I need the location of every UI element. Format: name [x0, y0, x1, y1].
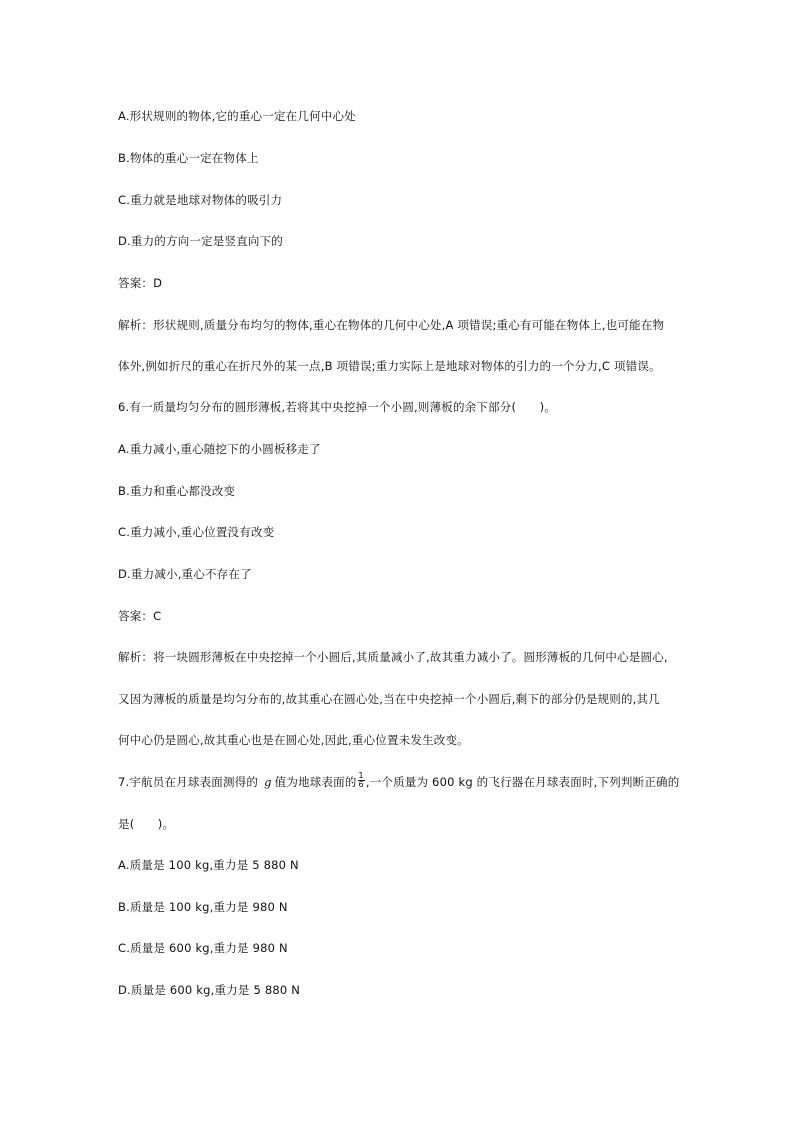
- q5-answer: 答案：D: [118, 276, 163, 290]
- one-sixth-fraction: [358, 772, 365, 789]
- q7-option-a: A.质量是 100 kg,重力是 5 880 N: [118, 858, 299, 872]
- q5-option-a: A.形状规则的物体,它的重心一定在几何中心处: [118, 109, 356, 123]
- q6-option-a: A.重力减小,重心随挖下的小圆板移走了: [118, 442, 321, 456]
- q6-analysis-line-1: 解析：将一块圆形薄板在中央挖掉一个小圆后,其质量减小了,故其重力减小了。圆形薄板的几何中心是圆心,: [118, 650, 668, 664]
- fraction-denominator: 6: [358, 780, 364, 789]
- q6-option-d: D.重力减小,重心不存在了: [118, 567, 252, 581]
- q6-analysis-line-3: 何中心仍是圆心,故其重心也是在圆心处,因此,重心位置未发生改变。: [118, 733, 469, 747]
- q5-option-b: B.物体的重心一定在物体上: [118, 151, 259, 165]
- q5-analysis-line-2: 体外,例如折尺的重心在折尺外的某一点,B 项错误;重力实际上是地球对物体的引力的一个分力,C 项错误。: [118, 359, 661, 373]
- q6-option-c: C.重力减小,重心位置没有改变: [118, 525, 275, 539]
- q7-option-d: D.质量是 600 kg,重力是 5 880 N: [118, 983, 301, 997]
- q7-stem-part-3: ,一个质量为 600 kg 的飞行器在月球表面时,下列判断正确的: [365, 775, 680, 789]
- q6-answer: 答案：C: [118, 609, 162, 623]
- q7-stem-variable-g: g: [264, 775, 272, 789]
- q7-stem-part-1: 7.宇航员在月球表面测得的: [118, 775, 259, 789]
- q5-option-d: D.重力的方向一定是竖直向下的: [118, 234, 284, 248]
- q7-stem-part-2: 值为地球表面的: [274, 775, 357, 789]
- q7-stem: [118, 771, 680, 791]
- q7-option-b: B.质量是 100 kg,重力是 980 N: [118, 900, 288, 914]
- q5-analysis-line-1: 解析：形状规则,质量分布均匀的物体,重心在物体的几何中心处,A 项错误;重心有可能在物体上,也可能在物: [118, 318, 665, 332]
- q7-option-c: C.质量是 600 kg,重力是 980 N: [118, 941, 288, 955]
- q6-analysis-line-2: 又因为薄板的质量是均匀分布的,故其重心在圆心处,当在中央挖掉一个小圆后,剩下的部分仍是规则的,其几: [118, 692, 660, 706]
- q5-option-c: C.重力就是地球对物体的吸引力: [118, 193, 283, 207]
- q7-stem-line-2: 是( )。: [118, 817, 175, 831]
- q6-option-b: B.重力和重心都没改变: [118, 484, 236, 498]
- fraction-numerator: 1: [358, 771, 364, 780]
- q6-stem: 6.有一质量均匀分布的圆形薄板,若将其中央挖掉一个小圆,则薄板的余下部分( )。: [118, 400, 556, 414]
